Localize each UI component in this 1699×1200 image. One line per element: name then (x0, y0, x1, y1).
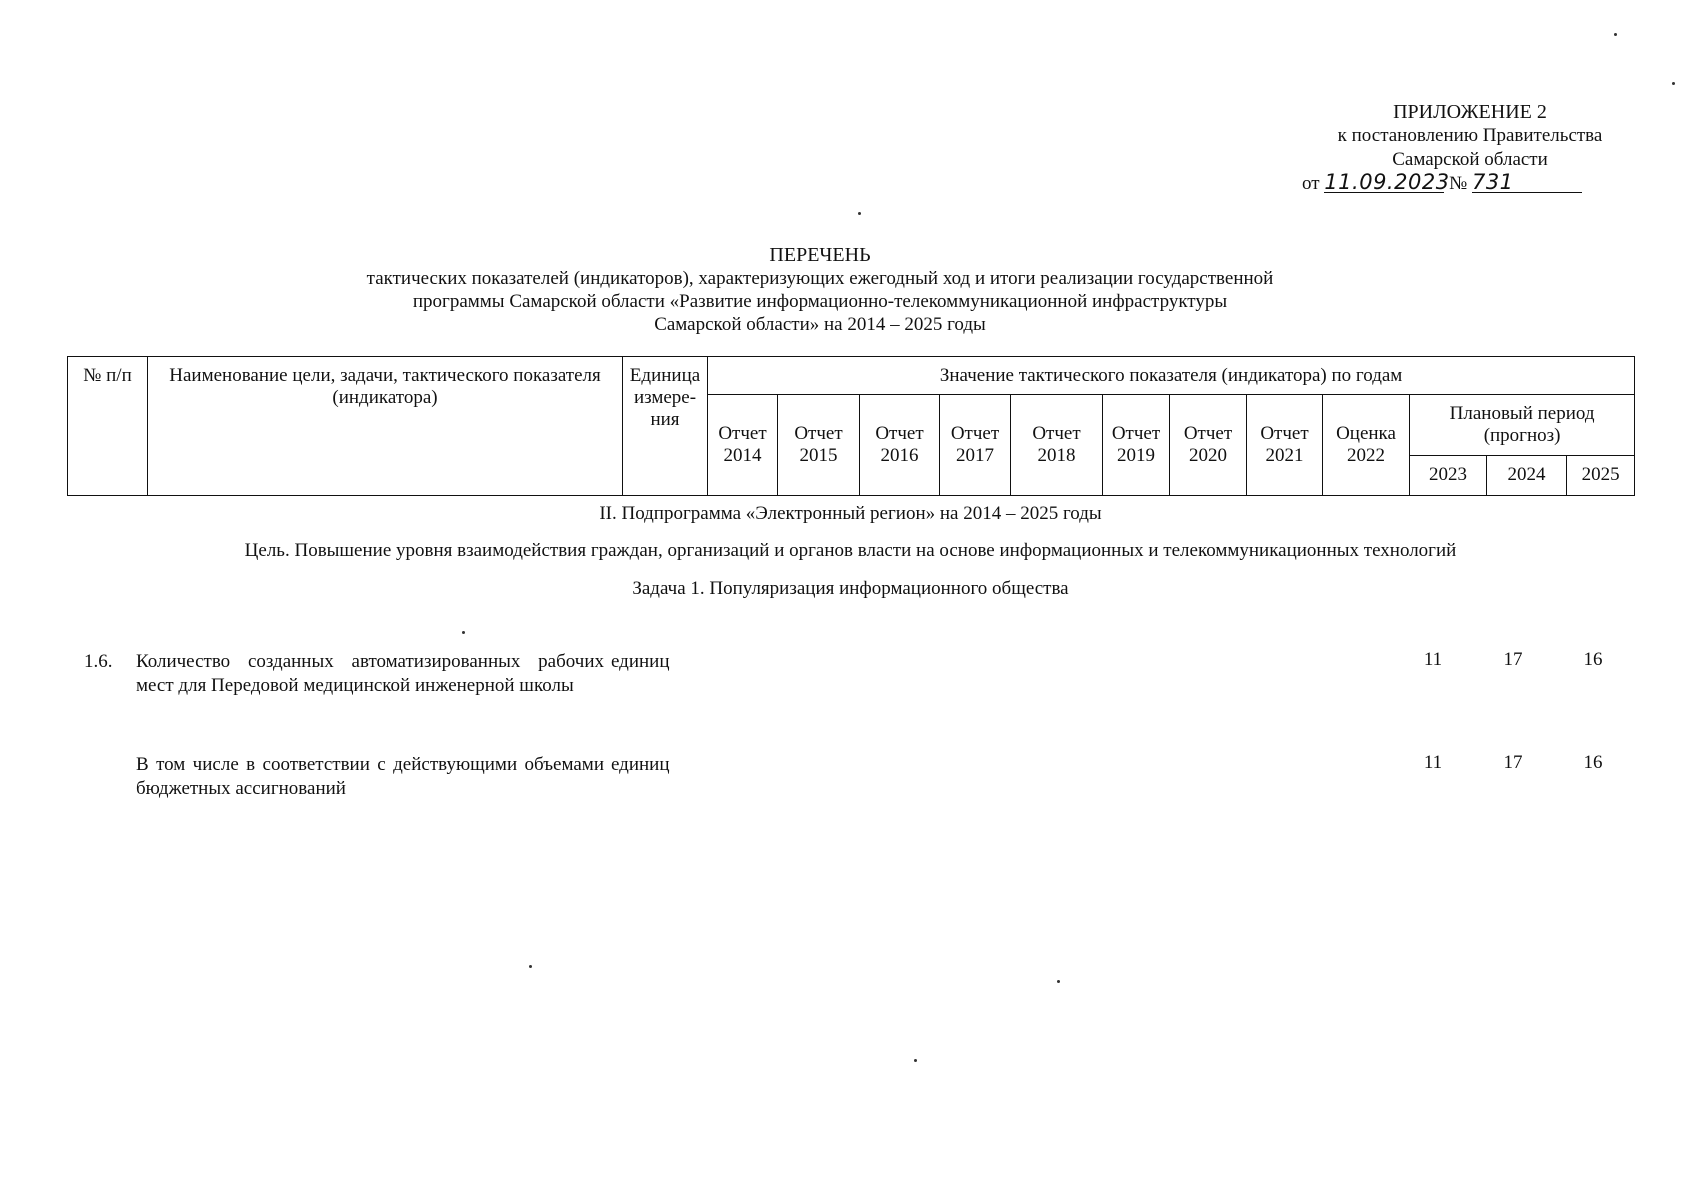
year-2022-header: Оценка 2022 (1323, 395, 1410, 496)
indicator-header-table (67, 356, 1635, 496)
scan-speck (1672, 82, 1675, 85)
year-2020-header: Отчет 2020 (1170, 395, 1247, 496)
number-label: № (1449, 173, 1468, 194)
scan-speck (914, 1059, 917, 1062)
year-2019-header: Отчет 2019 (1103, 395, 1170, 496)
row-2-name: В том числе в соответствии с действующими объемами бюджетных ассигнований (136, 754, 604, 799)
row-2-unit: единиц (611, 754, 670, 775)
appendix-line-1: к постановлению Правительства (1337, 125, 1603, 146)
row-1-unit: единиц (611, 651, 670, 672)
scan-speck (1614, 33, 1617, 36)
row-1-value-2025: 16 (1583, 649, 1603, 670)
scan-speck (529, 965, 532, 968)
appendix-block (1290, 100, 1650, 196)
subprogram-title: II. Подпрограмма «Электронный регион» на 2014 – 2025 годы (599, 503, 1102, 524)
heading-line-1: тактических показателей (индикаторов), характеризующих ежегодный ход и итоги реализации государственной (366, 268, 1274, 289)
row-2-value-2025: 16 (1583, 752, 1603, 773)
plan-year-2025-header: 2025 (1567, 455, 1635, 495)
row-2-value-2024: 17 (1503, 752, 1523, 773)
handwritten-number: 731 (1472, 172, 1582, 193)
year-2018-header: Отчет 2018 (1011, 395, 1103, 496)
row-1-value-2023: 11 (1423, 649, 1443, 670)
year-2021-header: Отчет 2021 (1247, 395, 1323, 496)
plan-year-2024-header: 2024 (1487, 455, 1567, 495)
scan-speck (1057, 980, 1060, 983)
col-name-header: Наименование цели, задачи, тактического показателя (индикатора) (148, 357, 623, 496)
task-title: Задача 1. Популяризация информационного общества (632, 578, 1069, 599)
year-2014-header: Отчет 2014 (708, 395, 778, 496)
appendix-title: ПРИЛОЖЕНИЕ 2 (1393, 101, 1547, 123)
heading-line-3: Самарской области» на 2014 – 2025 годы (654, 314, 986, 335)
year-2015-header: Отчет 2015 (778, 395, 860, 496)
year-2017-header: Отчет 2017 (940, 395, 1011, 496)
from-label: от (1302, 173, 1320, 194)
plan-period-header: Плановый период (прогноз) (1410, 395, 1635, 455)
appendix-signature-line (1290, 172, 1650, 196)
document-heading (220, 244, 1420, 336)
appendix-line-2: Самарской области (1392, 149, 1548, 170)
plan-year-2023-header: 2023 (1410, 455, 1487, 495)
scan-speck (858, 212, 861, 215)
heading-title: ПЕРЕЧЕНЬ (769, 244, 871, 266)
col-num-header: № п/п (68, 357, 148, 496)
heading-line-2: программы Самарской области «Развитие информационно-телекоммуникационной инфраструктуры (412, 291, 1228, 312)
goal-text: Цель. Повышение уровня взаимодействия граждан, организаций и органов власти на основе информационных и телекоммуникационных технологий (244, 540, 1457, 561)
handwritten-date: 11.09.2023 (1324, 170, 1450, 194)
row-1-num: 1.6. (84, 651, 113, 672)
row-1-value-2024: 17 (1503, 649, 1523, 670)
col-unit-header: Единица измере-ния (623, 357, 708, 496)
scan-speck (462, 631, 465, 634)
row-1-name: Количество созданных автоматизированных рабочих мест для Передовой медицинской инженерной школы (136, 651, 604, 696)
row-2-value-2023: 11 (1423, 752, 1443, 773)
col-values-header: Значение тактического показателя (индикатора) по годам (708, 357, 1635, 395)
year-2016-header: Отчет 2016 (860, 395, 940, 496)
